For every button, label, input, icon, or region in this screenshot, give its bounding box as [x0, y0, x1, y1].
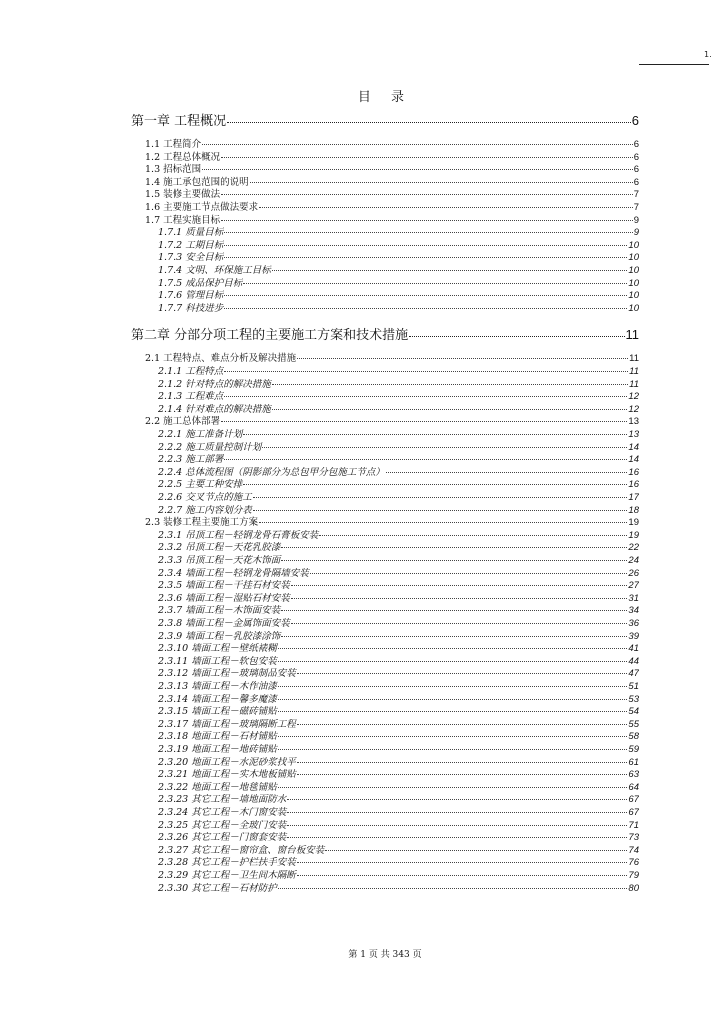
toc-entry-page: 22 — [628, 542, 639, 554]
dot-leader — [224, 257, 627, 258]
toc-entry-title: 2.3.9 墙面工程－乳胶漆涂饰 — [158, 630, 281, 642]
dot-leader — [278, 648, 628, 649]
toc-entry-title: 2.3.29 其它工程－卫生间木隔断 — [158, 870, 296, 881]
toc-entry-title: 2.3.7 墙面工程－木饰面安装 — [158, 605, 281, 617]
toc-entry-page: 10 — [628, 265, 639, 276]
toc-entry-page: 6 — [633, 139, 639, 150]
toc-entry-title: 2.2.3 施工部署 — [158, 454, 224, 466]
toc-entry-page: 53 — [628, 693, 639, 705]
toc-entry-page: 6 — [633, 164, 639, 176]
toc-entry-page: 67 — [628, 794, 639, 806]
toc-entry-page: 12 — [628, 391, 639, 403]
toc-entry-title: 2.3.17 墙面工程－玻璃隔断工程 — [158, 718, 296, 730]
dot-leader — [250, 182, 633, 183]
toc-entry-title: 2.3.6 墙面工程－湿贴石材安装 — [158, 592, 290, 604]
header-page-marker: 1. — [704, 50, 712, 59]
toc-entry-page: 10 — [628, 252, 639, 264]
toc-entry-page: 34 — [628, 605, 639, 617]
dot-leader — [319, 535, 627, 536]
dot-leader — [221, 421, 627, 422]
toc-entry-title: 2.2.1 施工准备计划 — [158, 429, 243, 440]
dot-leader — [259, 522, 627, 523]
toc-entry-title: 2.3.13 墙面工程－木作油漆 — [158, 681, 277, 692]
dot-leader — [291, 598, 628, 599]
dot-leader — [243, 484, 627, 485]
toc-entry-page: 31 — [628, 592, 639, 604]
toc-entry-title: 2.1.1 工程特点 — [158, 366, 224, 377]
toc-entry-title: 1.7.3 安全目标 — [158, 252, 224, 264]
dot-leader — [221, 220, 633, 221]
toc-entry-page: 9 — [633, 214, 639, 226]
dot-leader — [243, 283, 627, 284]
toc-entry-page: 14 — [628, 441, 639, 453]
toc-entry-page: 51 — [628, 681, 639, 692]
toc-entry-page: 76 — [628, 857, 639, 869]
page-footer: 第 1 页 共 343 页 — [348, 950, 422, 960]
toc-entry-title: 2.1.2 针对特点的解决措施 — [158, 378, 271, 390]
dot-leader — [262, 447, 627, 448]
toc-entry-page: 10 — [628, 277, 639, 289]
toc-entry-page: 11 — [625, 327, 639, 343]
toc-entry-title: 2.3.15 墙面工程－磁砖铺贴 — [158, 706, 277, 718]
toc-entry-page: 11 — [629, 366, 639, 377]
toc-entry-title: 2.3.12 墙面工程－玻璃制品安装 — [158, 668, 296, 680]
toc-entry-title: 2.1.3 工程难点 — [158, 391, 224, 403]
dot-leader — [325, 850, 627, 851]
toc-entry-title: 第一章 工程概况 — [131, 114, 227, 129]
toc-entry-page: 13 — [628, 429, 639, 440]
toc-entry-page: 73 — [628, 832, 639, 844]
toc-entry-title: 2.3.14 墙面工程－馨多魔漆 — [158, 693, 277, 705]
toc-entry-page: 7 — [633, 189, 639, 201]
toc-entry-title: 2.3.3 吊顶工程－天花木饰面 — [158, 555, 281, 566]
toc-entry-title: 1.3 招标范围 — [145, 164, 202, 176]
dot-leader — [202, 169, 633, 170]
toc-entry-title: 1.4 施工承包范围的说明 — [145, 176, 249, 188]
toc-entry-page: 79 — [628, 870, 639, 881]
dot-leader — [297, 358, 628, 359]
dot-leader — [224, 396, 627, 397]
dot-leader — [272, 409, 628, 410]
toc-entry-page: 55 — [628, 718, 639, 730]
toc-entry-page: 11 — [629, 378, 639, 390]
toc-entry-title: 2.3.20 地面工程－水泥砂浆找平 — [158, 756, 296, 768]
dot-leader — [278, 661, 628, 662]
toc-entry-page: 67 — [628, 807, 639, 818]
dot-leader — [386, 472, 628, 473]
toc-entry-page: 44 — [628, 655, 639, 667]
toc-entry-title: 2.2.7 施工内容划分表 — [158, 504, 252, 516]
dot-leader — [297, 875, 628, 876]
toc-entry-page: 27 — [628, 580, 639, 592]
toc-entry-page: 9 — [633, 227, 639, 239]
toc-entry-page: 26 — [628, 567, 639, 579]
toc-entry-page: 11 — [629, 353, 639, 365]
toc-entry-page: 10 — [628, 239, 639, 251]
dot-leader — [272, 384, 628, 385]
toc-entry-title: 2.3.11 墙面工程－软包安装 — [158, 655, 277, 667]
toc-entry-page: 61 — [628, 756, 639, 768]
dot-leader — [297, 724, 628, 725]
dot-leader — [224, 308, 627, 309]
toc-chapter-entry[interactable] — [131, 324, 639, 343]
dot-leader — [278, 749, 628, 750]
toc-chapter-entry[interactable] — [131, 110, 639, 129]
dot-leader — [281, 547, 627, 548]
toc-entry-title: 1.1 工程简介 — [145, 139, 202, 150]
toc-entry-title: 2.3.8 墙面工程－金属饰面安装 — [158, 618, 290, 629]
header-rule — [639, 64, 709, 65]
toc-entry-page: 18 — [628, 504, 639, 516]
toc-entry-title: 2.3.27 其它工程－窗帘盒、窗台板安装 — [158, 844, 325, 856]
toc-entry-page: 6 — [633, 151, 639, 163]
dot-leader — [202, 144, 633, 145]
dot-leader — [253, 510, 628, 511]
toc-entry-title: 2.1.4 针对难点的解决措施 — [158, 403, 271, 415]
dot-leader — [287, 799, 627, 800]
toc-entry-page: 16 — [628, 466, 639, 478]
toc-entry-page: 64 — [628, 781, 639, 793]
dot-leader — [281, 560, 627, 561]
toc-entry-page: 59 — [628, 744, 639, 755]
toc-entry-title: 2.3.21 地面工程－实木地板铺贴 — [158, 769, 296, 781]
toc-entry-title: 2.3.24 其它工程－木门窗安装 — [158, 807, 287, 818]
toc-entry-page: 24 — [628, 555, 639, 566]
toc-entry-page: 71 — [628, 819, 639, 831]
dot-leader — [287, 812, 627, 813]
toc-entry-title: 2.3.18 地面工程－石材铺贴 — [158, 731, 277, 743]
toc-entry[interactable] — [158, 880, 639, 894]
dot-leader — [243, 434, 627, 435]
dot-leader — [278, 699, 628, 700]
toc-entry-title: 1.7 工程实施目标 — [145, 214, 221, 226]
toc-entry-page: 10 — [628, 302, 639, 314]
toc-entry-title: 2.3.4 墙面工程－轻钢龙骨隔墙安装 — [158, 567, 309, 579]
toc-entry-title: 2.3.2 吊顶工程－天花乳胶漆 — [158, 542, 281, 554]
toc-entry-title: 2.3.22 地面工程－地毯铺贴 — [158, 781, 277, 793]
toc-entry-title: 2.3.28 其它工程－护栏扶手安装 — [158, 857, 296, 869]
toc-entry-page: 19 — [628, 517, 639, 529]
toc-entry-title: 2.2.2 施工质量控制计划 — [158, 441, 262, 453]
dot-leader — [297, 862, 628, 863]
toc-entry-title: 2.3.1 吊顶工程－轻钢龙骨石膏板安装 — [158, 529, 319, 541]
toc-entry-title: 2.3.10 墙面工程－壁纸裱糊 — [158, 643, 277, 655]
toc-entry-title: 1.7.2 工期目标 — [158, 239, 224, 251]
toc-entry-title: 1.2 工程总体概况 — [145, 151, 221, 163]
dot-leader — [297, 762, 628, 763]
toc-entry-title: 1.7.7 科技进步 — [158, 302, 224, 314]
dot-leader — [287, 825, 627, 826]
toc-entry-page: 19 — [628, 529, 639, 541]
dot-leader — [409, 336, 624, 337]
toc-entry-page: 10 — [628, 290, 639, 302]
dot-leader — [272, 270, 628, 271]
dot-leader — [310, 573, 628, 574]
toc-entry-page: 7 — [633, 202, 639, 213]
toc-entry-title: 2.3 装修工程主要施工方案 — [145, 517, 259, 529]
toc-entry-page: 63 — [628, 769, 639, 781]
toc-entry-title: 2.2.5 主要工种安排 — [158, 479, 243, 491]
dot-leader — [224, 245, 627, 246]
dot-leader — [297, 673, 628, 674]
dot-leader — [253, 497, 628, 498]
toc-entry-title: 2.2 施工总体部署 — [145, 416, 221, 428]
toc-entry-page: 36 — [628, 618, 639, 629]
toc-entry-page: 12 — [628, 403, 639, 415]
dot-leader — [224, 232, 633, 233]
toc-entry-page: 54 — [628, 706, 639, 718]
toc-entry-title: 1.6 主要施工节点做法要求 — [145, 202, 259, 213]
toc-entry-title: 2.3.25 其它工程－全玻门安装 — [158, 819, 287, 831]
dot-leader — [281, 610, 627, 611]
dot-leader — [278, 736, 628, 737]
toc-entry-title: 2.3.23 其它工程－墙地面防水 — [158, 794, 287, 806]
toc-title: 目 录 — [357, 90, 413, 105]
toc-entry-page: 6 — [633, 176, 639, 188]
toc-entry-title: 1.7.5 成品保护目标 — [158, 277, 243, 289]
toc-entry-title: 2.2.4 总体流程图（阴影部分为总包甲分包施工节点） — [158, 466, 385, 478]
dot-leader — [224, 371, 628, 372]
dot-leader — [259, 207, 633, 208]
dot-leader — [287, 837, 627, 838]
toc-entry-page: 16 — [628, 479, 639, 491]
toc-entry-title: 1.7.1 质量目标 — [158, 227, 224, 239]
dot-leader — [297, 774, 628, 775]
dot-leader — [224, 295, 627, 296]
dot-leader — [291, 585, 628, 586]
toc-entry-title: 1.7.6 管理目标 — [158, 290, 224, 302]
dot-leader — [291, 623, 628, 624]
toc-entry-page: 13 — [628, 416, 639, 428]
toc-entry-title: 第二章 分部分项工程的主要施工方案和技术措施 — [131, 328, 409, 344]
toc-entry-title: 2.3.5 墙面工程－干挂石材安装 — [158, 580, 290, 592]
dot-leader — [278, 787, 628, 788]
dot-leader — [278, 711, 628, 712]
toc-entry-title: 1.5 装修主要做法 — [145, 189, 221, 201]
toc-entry-page: 74 — [628, 844, 639, 856]
dot-leader — [221, 157, 633, 158]
dot-leader — [278, 686, 628, 687]
toc-entry-page: 14 — [628, 454, 639, 466]
toc-entry[interactable] — [158, 300, 639, 314]
toc-entry-title: 1.7.4 文明、环保施工目标 — [158, 265, 271, 276]
toc-entry-title: 2.1 工程特点、难点分析及解决措施 — [145, 353, 297, 365]
toc-entry-title: 2.3.26 其它工程－门窗套安装 — [158, 832, 287, 844]
toc-entry-page: 17 — [628, 492, 639, 503]
dot-leader — [278, 888, 628, 889]
toc-entry-page: 39 — [628, 630, 639, 642]
toc-entry-page: 47 — [628, 668, 639, 680]
toc-entry-title: 2.3.19 地面工程－地砖铺贴 — [158, 744, 277, 755]
dot-leader — [224, 459, 627, 460]
toc-entry-title: 2.3.30 其它工程－石材防护 — [158, 882, 277, 894]
dot-leader — [221, 194, 633, 195]
dot-leader — [281, 636, 627, 637]
dot-leader — [227, 122, 631, 123]
toc-entry-title: 2.2.6 交叉节点的施工 — [158, 492, 252, 503]
toc-entry-page: 80 — [628, 882, 639, 894]
toc-entry-page: 41 — [628, 643, 639, 655]
toc-entry-page: 6 — [631, 113, 639, 128]
toc-entry-page: 58 — [628, 731, 639, 743]
